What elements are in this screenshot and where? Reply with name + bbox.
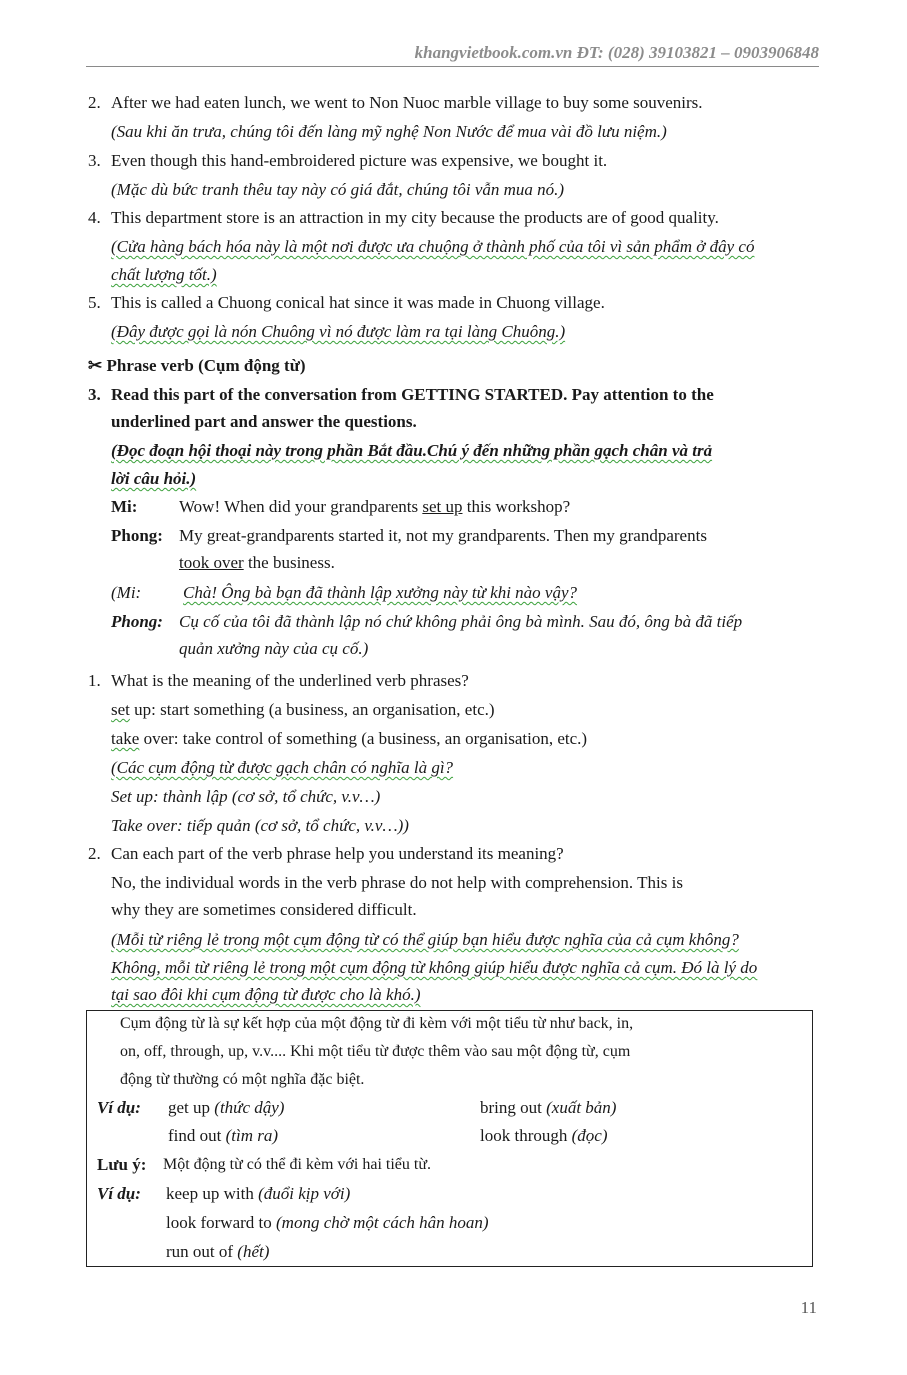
- item-number: 3.: [88, 151, 101, 170]
- example-item: [168, 1124, 278, 1148]
- question-translation: (Mỗi từ riêng lẻ trong một cụm động từ có thể giúp bạn hiểu được nghĩa của cả cụm không?: [111, 930, 739, 949]
- example-term: keep up with: [166, 1184, 254, 1203]
- phong-line: My great-grandparents started it, not my grandparents. Then my grandparents: [179, 526, 707, 545]
- box-intro-cont: on, off, through, up, v.v.... Khi một tiểu từ được thêm vào sau một động từ, cụm: [120, 1043, 631, 1060]
- answer-text-cont: why they are sometimes considered difficult.: [111, 900, 417, 919]
- task-translation-cont: lời câu hỏi.): [111, 469, 197, 488]
- question-translation: (Các cụm động từ được gạch chân có nghĩa là gì?: [111, 758, 454, 777]
- task-instruction-cont: underlined part and answer the questions.: [111, 412, 417, 431]
- example-term: look through: [480, 1126, 568, 1145]
- example-term: bring out: [480, 1098, 542, 1117]
- answer-term: take: [111, 729, 140, 748]
- item-text: This department store is an attraction in my city because the products are of good quality.: [111, 208, 719, 227]
- example-item: [480, 1124, 607, 1148]
- item-translation: (Sau khi ăn trưa, chúng tôi đến làng mỹ nghệ Non Nước để mua vài đồ lưu niệm.): [111, 122, 667, 141]
- example-meaning: (thức dậy): [214, 1098, 285, 1117]
- note-text: Một động từ có thể đi kèm với hai tiểu từ.: [163, 1156, 431, 1173]
- answer-translation: Set up: thành lập (cơ sở, tổ chức, v.v…): [111, 787, 381, 806]
- example-label: Ví dụ:: [97, 1098, 141, 1117]
- mi-text-end: this workshop?: [462, 497, 571, 516]
- vi-speaker-phong: Phong:: [111, 612, 163, 631]
- question-text: Can each part of the verb phrase help you understand its meaning?: [111, 844, 564, 863]
- scissors-icon: ✂: [88, 356, 103, 375]
- question-text: What is the meaning of the underlined verb phrases?: [111, 671, 469, 690]
- item-number: 5.: [88, 293, 101, 312]
- example-item: [166, 1182, 350, 1206]
- example-label: Ví dụ:: [97, 1184, 141, 1203]
- phong-line-cont: [179, 551, 335, 575]
- header-text: khangvietbook.com.vn ĐT: (028) 39103821 – 0903906848: [414, 43, 819, 62]
- example-term: find out: [168, 1126, 222, 1145]
- vi-speaker-mi: (Mi:: [111, 583, 142, 602]
- question-number: 2.: [88, 844, 101, 863]
- example-term: get up: [168, 1098, 211, 1117]
- example-term: run out of: [166, 1242, 234, 1261]
- vi-mi-line: Chà! Ông bà bạn đã thành lập xưởng này từ khi nào vậy?: [183, 583, 578, 602]
- answer-def: up: start something (a business, an organisation, etc.): [129, 700, 495, 719]
- answer-translation: Không, mỗi từ riêng lẻ trong một cụm động từ không giúp hiểu được nghĩa cả cụm. Đó là lý do: [111, 958, 758, 977]
- task-translation: (Đọc đoạn hội thoại này trong phần Bắt đầu.Chú ý đến những phần gạch chân và trả: [111, 441, 713, 460]
- example-item: [166, 1211, 489, 1235]
- item-translation: (Đây được gọi là nón Chuông vì nó được làm ra tại làng Chuông.): [111, 322, 566, 341]
- vi-phong-line: Cụ cố của tôi đã thành lập nó chứ không phải ông bà mình. Sau đó, ông bà đã tiếp: [179, 612, 743, 631]
- example-meaning: (đọc): [571, 1126, 608, 1145]
- answer-text: No, the individual words in the verb phrase do not help with comprehension. This is: [111, 873, 683, 892]
- item-translation: (Cửa hàng bách hóa này là một nơi được ưa chuộng ở thành phố của tôi vì sản phẩm ở đây có: [111, 237, 755, 256]
- item-text: This is called a Chuong conical hat since it was made in Chuong village.: [111, 293, 605, 312]
- item-number: 2.: [88, 93, 101, 112]
- example-meaning: (mong chờ một cách hân hoan): [276, 1213, 489, 1232]
- example-term: look forward to: [166, 1213, 272, 1232]
- answer-term: set: [111, 700, 130, 719]
- example-meaning: (đuổi kịp với): [258, 1184, 351, 1203]
- task-instruction: Read this part of the conversation from GETTING STARTED. Pay attention to the: [111, 385, 714, 404]
- section-title: Phrase verb (Cụm động từ): [106, 356, 306, 375]
- mi-text: Wow! When did your grandparents: [179, 497, 423, 516]
- mi-underlined: set up: [422, 497, 463, 516]
- item-text: Even though this hand-embroidered picture was expensive, we bought it.: [111, 151, 608, 170]
- page-header: [86, 40, 819, 67]
- phong-text-end: the business.: [243, 553, 335, 572]
- answer-def: over: take control of something (a business, an organisation, etc.): [139, 729, 588, 748]
- answer-line: [111, 698, 495, 722]
- speaker-phong: Phong:: [111, 526, 163, 545]
- answer-translation: Take over: tiếp quản (cơ sở, tổ chức, v.v…)): [111, 816, 409, 835]
- list-item: [88, 91, 101, 115]
- speaker-mi: Mi:: [111, 497, 138, 516]
- item-number: 4.: [88, 208, 101, 227]
- answer-line: [111, 727, 587, 751]
- example-item: [480, 1096, 616, 1120]
- example-item: [168, 1096, 284, 1120]
- vi-phong-line-cont: quản xưởng này của cụ cố.): [179, 639, 369, 658]
- section-heading: [88, 354, 306, 378]
- example-meaning: (tìm ra): [225, 1126, 279, 1145]
- question-number: 1.: [88, 671, 101, 690]
- item-translation: (Mặc dù bức tranh thêu tay này có giá đắt, chúng tôi vẫn mua nó.): [111, 180, 565, 199]
- phong-underlined: took over: [179, 553, 244, 572]
- mi-line: [179, 495, 570, 519]
- task-number: 3.: [88, 385, 101, 404]
- box-intro: Cụm động từ là sự kết hợp của một động từ đi kèm với một tiểu từ như back, in,: [120, 1015, 634, 1032]
- example-meaning: (xuất bản): [546, 1098, 617, 1117]
- example-item: [166, 1240, 269, 1264]
- item-translation-cont: chất lượng tốt.): [111, 265, 217, 284]
- item-text: After we had eaten lunch, we went to Non Nuoc marble village to buy some souvenirs.: [111, 93, 703, 112]
- example-meaning: (hết): [237, 1242, 270, 1261]
- note-label: Lưu ý:: [97, 1155, 147, 1174]
- box-intro-end: động từ thường có một nghĩa đặc biệt.: [120, 1071, 365, 1088]
- answer-translation-cont: tại sao đôi khi cụm động từ được cho là khó.): [111, 985, 421, 1004]
- page-number: 11: [800, 1298, 817, 1317]
